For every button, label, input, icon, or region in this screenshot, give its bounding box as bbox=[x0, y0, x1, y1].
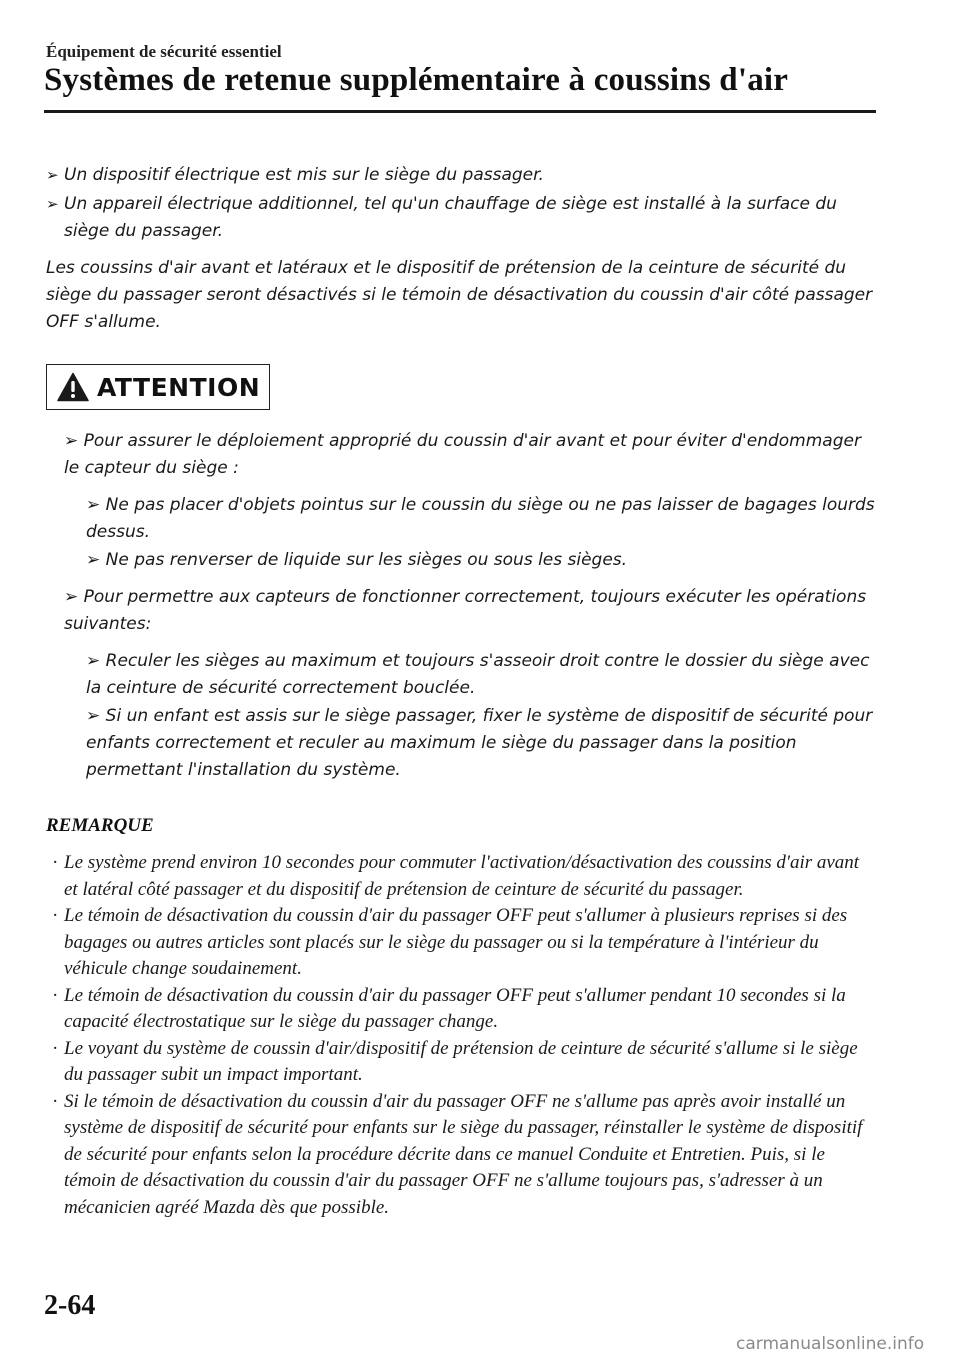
list-item-text: Pour permettre aux capteurs de fonctionner correctement, toujours exécuter les opérations suivantes: bbox=[64, 587, 867, 634]
sub-list-item-text: Ne pas renverser de liquide sur les sièges ou sous les sièges. bbox=[105, 550, 628, 570]
title-divider bbox=[44, 110, 876, 113]
sub-list bbox=[64, 492, 876, 574]
sub-list-item-text: Reculer les sièges au maximum et toujours s'asseoir droit contre le dossier du siège avec la ceinture de sécurité correctement bouclée. bbox=[86, 651, 870, 698]
remarque-heading: REMARQUE bbox=[46, 815, 154, 836]
sub-list-item bbox=[46, 648, 876, 702]
list-item-text: Un dispositif électrique est mis sur le siège du passager. bbox=[64, 165, 544, 185]
note-item bbox=[46, 983, 876, 1036]
list-item bbox=[46, 162, 876, 189]
list-item bbox=[46, 428, 876, 574]
remarque-notes bbox=[46, 850, 876, 1221]
arrow-bullet-icon: ➢ bbox=[86, 706, 101, 726]
arrow-bullet-icon: ➢ bbox=[46, 195, 59, 213]
dot-bullet-icon: · bbox=[52, 905, 59, 926]
list-item-text: Un appareil électrique additionnel, tel qu'un chauffage de siège est installé à la surface du siège du passager. bbox=[64, 194, 837, 241]
sub-list-item bbox=[46, 492, 876, 546]
list-item bbox=[46, 584, 876, 784]
note-text: Le témoin de désactivation du coussin d'air du passager OFF peut s'allumer à plusieurs reprises si des bagages ou autres articles sont placés sur le siège du passager ou si la température à l'intérieur du véhicule change soudainement. bbox=[64, 905, 848, 979]
dot-bullet-icon: · bbox=[52, 984, 59, 1006]
attention-label: ATTENTION bbox=[97, 372, 261, 402]
attention-list bbox=[46, 428, 876, 794]
note-text: Si le témoin de désactivation du coussin d'air du passager OFF ne s'allume pas après avoir installé un système de dispositif de sécurité pour enfants sur le siège du passager, réinstaller le système de dispositif de sécurité pour enfants selon la procédure décrite dans ce manuel Conduite et Entretien. Puis, si le témoin de désactivation du coussin d'air du passager OFF ne s'allume toujours pas, s'adresser à un mécanicien agréé Mazda dès que possible. bbox=[64, 1090, 863, 1218]
note-text: Le voyant du système de coussin d'air/dispositif de prétension de ceinture de sécurité s'allume si le siège du passager subit un impact important. bbox=[64, 1037, 858, 1085]
list-item bbox=[46, 191, 876, 245]
intro-bullet-list bbox=[46, 162, 876, 247]
dot-bullet-icon: · bbox=[52, 1037, 59, 1059]
list-item-text: Pour assurer le déploiement approprié du coussin d'air avant et pour éviter d'endommager le capteur du siège : bbox=[64, 431, 861, 478]
note-text: Le système prend environ 10 secondes pour commuter l'activation/désactivation des coussins d'air avant et latéral côté passager et du dispositif de prétension de ceinture de sécurité du passager. bbox=[64, 852, 860, 900]
note-text: Le témoin de désactivation du coussin d'air du passager OFF peut s'allumer pendant 10 secondes si la capacité électrostatique sur le siège du passager change. bbox=[64, 984, 846, 1032]
note-item bbox=[46, 1089, 876, 1222]
page-title: Systèmes de retenue supplémentaire à coussins d'air bbox=[44, 62, 789, 98]
dot-bullet-icon: · bbox=[52, 852, 59, 873]
sub-list-item-text: Ne pas placer d'objets pointus sur le coussin du siège ou ne pas laisser de bagages lourds dessus. bbox=[86, 495, 875, 542]
arrow-bullet-icon: ➢ bbox=[86, 651, 101, 671]
sub-list-item bbox=[46, 703, 876, 784]
watermark: carmanualsonline.info bbox=[736, 1334, 925, 1354]
dot-bullet-icon: · bbox=[52, 1090, 59, 1112]
sub-list bbox=[64, 648, 876, 784]
arrow-bullet-icon: ➢ bbox=[64, 587, 79, 607]
sub-list-item bbox=[46, 547, 876, 574]
note-item bbox=[46, 1036, 876, 1089]
section-label: Équipement de sécurité essentiel bbox=[46, 42, 282, 61]
note-item bbox=[46, 850, 876, 903]
intro-paragraph: Les coussins d'air avant et latéraux et le dispositif de prétension de la ceinture de sécurité du siège du passager seront désactivés si le témoin de désactivation du coussin d'air côté passager OFF s'allume. bbox=[46, 258, 873, 332]
arrow-bullet-icon: ➢ bbox=[86, 550, 101, 570]
sub-list-item-text: Si un enfant est assis sur le siège passager, fixer le système de dispositif de sécurité pour enfants correctement et reculer au maximum le siège du passager dans la position permettant l'installation du système. bbox=[86, 706, 873, 780]
attention-box bbox=[46, 364, 270, 410]
arrow-bullet-icon: ➢ bbox=[86, 495, 101, 515]
arrow-bullet-icon: ➢ bbox=[46, 166, 59, 184]
page-number: 2-64 bbox=[44, 1290, 96, 1321]
warning-triangle-icon bbox=[57, 372, 89, 402]
arrow-bullet-icon: ➢ bbox=[64, 431, 79, 451]
note-item bbox=[46, 903, 876, 983]
